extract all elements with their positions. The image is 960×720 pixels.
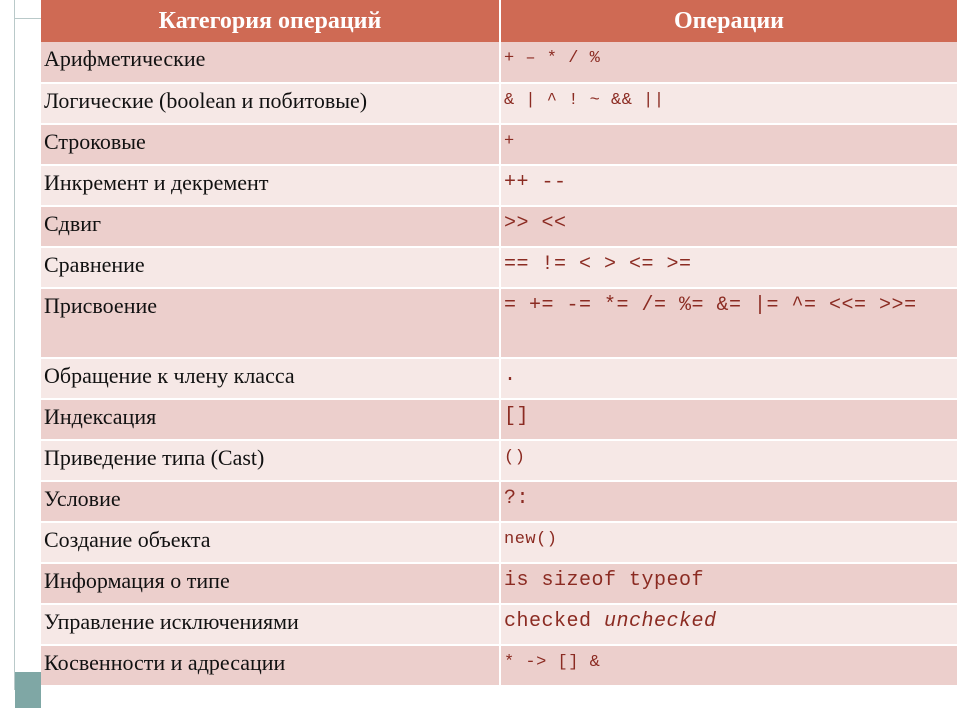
row-category: Обращение к члену класса (41, 358, 500, 399)
row-operations: new() (500, 522, 958, 563)
table-row (41, 206, 958, 247)
row-category: Строковые (41, 124, 500, 165)
header-category: Категория операций (41, 0, 500, 42)
row-category: Косвенности и адресации (41, 645, 500, 686)
row-operations: ++ -- (500, 165, 958, 206)
table-row (41, 440, 958, 481)
decorative-vertical-line (14, 0, 15, 690)
table-row (41, 83, 958, 124)
row-category: Информация о типе (41, 563, 500, 604)
decorative-top-line (14, 18, 41, 19)
table-row (41, 399, 958, 440)
row-operations: >> << (500, 206, 958, 247)
row-operations: + – * / % (500, 42, 958, 83)
op-unchecked: unchecked (604, 610, 717, 633)
table-row (41, 481, 958, 522)
row-category: Арифметические (41, 42, 500, 83)
row-category: Управление исключениями (41, 604, 500, 645)
table-row (41, 522, 958, 563)
table-row (41, 42, 958, 83)
header-operations: Операции (500, 0, 958, 42)
table-row (41, 124, 958, 165)
row-operations: & | ^ ! ~ && || (500, 83, 958, 124)
row-category: Условие (41, 481, 500, 522)
table-header-row (41, 0, 958, 42)
row-operations: + (500, 124, 958, 165)
row-category: Логические (boolean и побитовые) (41, 83, 500, 124)
operations-table (41, 0, 959, 687)
table-row (41, 247, 958, 288)
row-category: Присвоение (41, 288, 500, 358)
table-row (41, 604, 958, 645)
table-row (41, 358, 958, 399)
row-category: Создание объекта (41, 522, 500, 563)
row-category: Сравнение (41, 247, 500, 288)
op-checked: checked (504, 610, 592, 633)
row-operations: * -> [] & (500, 645, 958, 686)
decorative-teal-block (15, 672, 41, 708)
row-operations: is sizeof typeof (500, 563, 958, 604)
table-row (41, 563, 958, 604)
table-row (41, 645, 958, 686)
row-operations: ?: (500, 481, 958, 522)
row-category: Инкремент и декремент (41, 165, 500, 206)
row-category: Приведение типа (Cast) (41, 440, 500, 481)
row-operations: () (500, 440, 958, 481)
row-operations: [] (500, 399, 958, 440)
row-operations: = += -= *= /= %= &= |= ^= <<= >>= (500, 288, 958, 358)
row-operations: . (500, 358, 958, 399)
row-operations: == != < > <= >= (500, 247, 958, 288)
row-operations (500, 604, 958, 645)
table-row (41, 288, 958, 358)
row-category: Сдвиг (41, 206, 500, 247)
table-row (41, 165, 958, 206)
row-category: Индексация (41, 399, 500, 440)
